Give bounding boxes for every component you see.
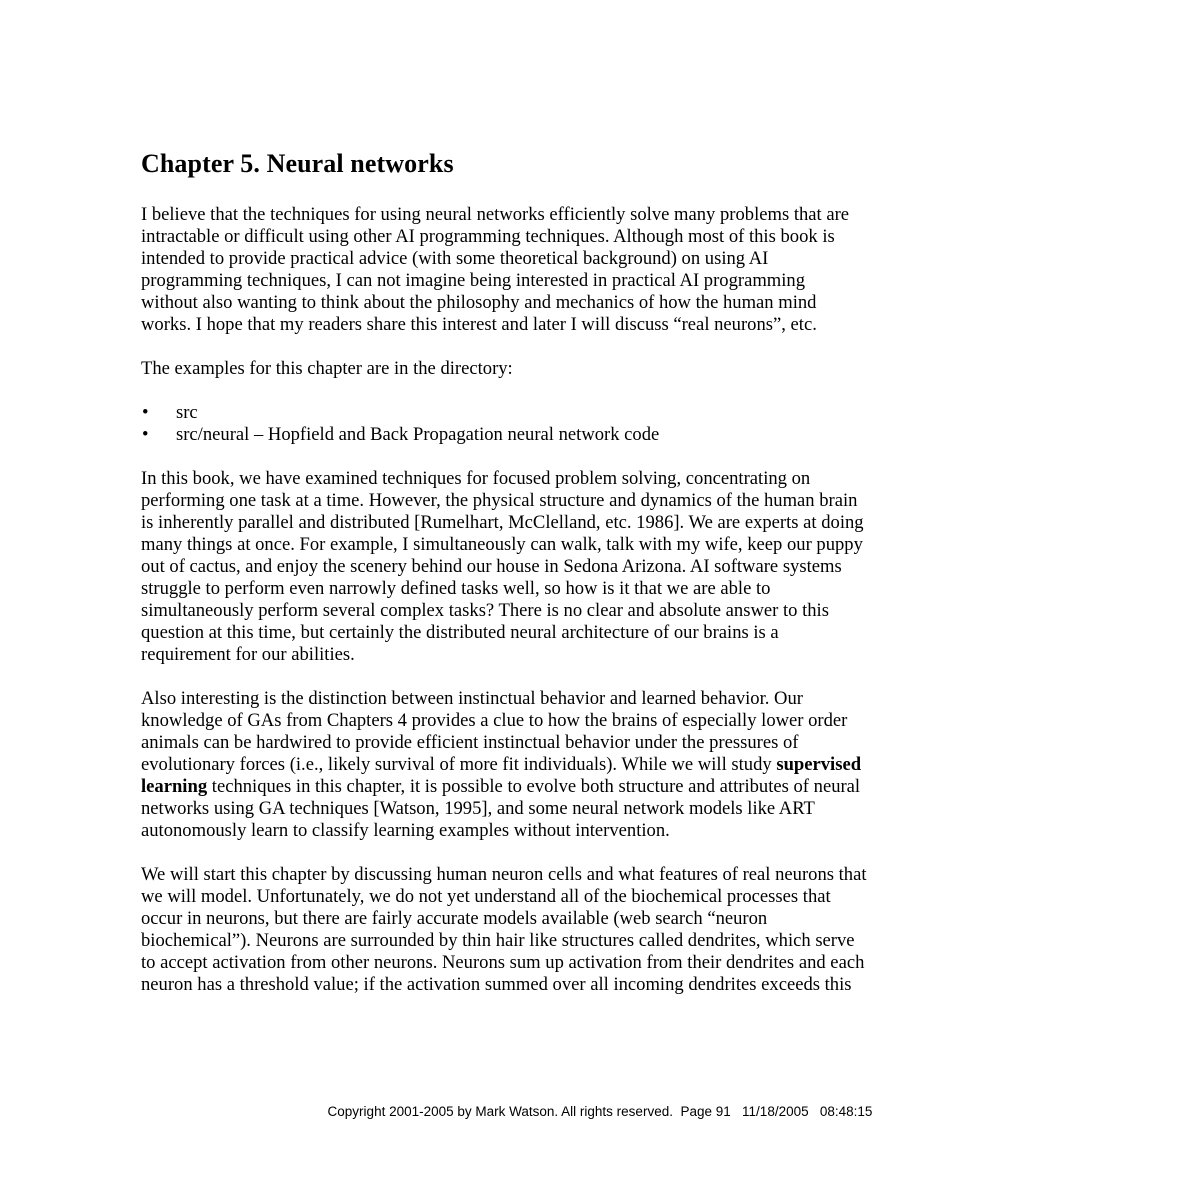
chapter-title: Chapter 5. Neural networks [141, 149, 454, 178]
text-line: without also wanting to think about the philosophy and mechanics of how the human mind [141, 292, 817, 313]
text-line: occur in neurons, but there are fairly accurate models available (web search “neuron [141, 908, 768, 929]
text-line: I believe that the techniques for using neural networks efficiently solve many problems that are [141, 204, 850, 225]
text-line: simultaneously perform several complex tasks? There is no clear and absolute answer to this [141, 600, 829, 621]
text-segment: techniques in this chapter, it is possible to evolve both structure and attributes of neural [207, 776, 861, 797]
text-line: We will start this chapter by discussing human neuron cells and what features of real neurons that [141, 864, 867, 885]
text-line: we will model. Unfortunately, we do not yet understand all of the biochemical processes that [141, 886, 831, 907]
footer-time: 08:48:15 [819, 1104, 873, 1119]
list-item-text: src/neural – Hopfield and Back Propagation neural network code [176, 424, 660, 445]
text-segment: evolutionary forces (i.e., likely survival of more fit individuals). While we will study [141, 754, 777, 775]
bold-term: learning [141, 776, 208, 797]
text-line: requirement for our abilities. [141, 644, 355, 665]
text-line: intended to provide practical advice (with some theoretical background) on using AI [141, 248, 769, 269]
text-line: struggle to perform even narrowly defined tasks well, so how is it that we are able to [141, 578, 771, 599]
list-item [141, 424, 1066, 446]
text-line: The examples for this chapter are in the directory: [141, 358, 513, 379]
list-item-text: src [176, 402, 198, 423]
text-line: biochemical”). Neurons are surrounded by thin hair like structures called dendrites, which serve [141, 930, 855, 951]
document-page [141, 148, 1066, 1018]
page-footer [0, 1103, 1200, 1121]
text-line: out of cactus, and enjoy the scenery behind our house in Sedona Arizona. AI software systems [141, 556, 842, 577]
text-line: is inherently parallel and distributed [Rumelhart, McClelland, etc. 1986]. We are experts at doing [141, 512, 864, 533]
text-line: intractable or difficult using other AI programming techniques. Although most of this book is [141, 226, 835, 247]
footer-copyright: Copyright 2001-2005 by Mark Watson. All rights reserved. [327, 1104, 673, 1119]
paragraph-parallel [141, 468, 1066, 666]
paragraph-examples [141, 358, 1066, 380]
bold-term: supervised [776, 754, 862, 775]
footer-date: 11/18/2005 [742, 1104, 809, 1119]
text-line [141, 776, 1066, 798]
directory-list [141, 402, 1066, 446]
paragraph-neurons [141, 864, 1066, 996]
text-line: question at this time, but certainly the distributed neural architecture of our brains is a [141, 622, 779, 643]
text-line: autonomously learn to classify learning examples without intervention. [141, 820, 670, 841]
text-line: knowledge of GAs from Chapters 4 provides a clue to how the brains of especially lower order [141, 710, 848, 731]
text-line: animals can be hardwired to provide efficient instinctual behavior under the pressures of [141, 732, 799, 753]
text-line: performing one task at a time. However, the physical structure and dynamics of the human brain [141, 490, 858, 511]
paragraph-instinct [141, 688, 1066, 842]
text-line [141, 754, 1066, 776]
text-line: many things at once. For example, I simultaneously can walk, talk with my wife, keep our puppy [141, 534, 863, 555]
text-line: Also interesting is the distinction between instinctual behavior and learned behavior. Our [141, 688, 803, 709]
footer-page-number: Page 91 [680, 1104, 731, 1119]
text-line: works. I hope that my readers share this interest and later I will discuss “real neurons”, etc. [141, 314, 817, 335]
bullet-icon: • [142, 402, 149, 423]
text-line: programming techniques, I can not imagine being interested in practical AI programming [141, 270, 806, 291]
text-line: networks using GA techniques [Watson, 1995], and some neural network models like ART [141, 798, 815, 819]
text-line: to accept activation from other neurons. Neurons sum up activation from their dendrites and each [141, 952, 865, 973]
text-line: In this book, we have examined techniques for focused problem solving, concentrating on [141, 468, 811, 489]
text-line: neuron has a threshold value; if the activation summed over all incoming dendrites exceeds this [141, 974, 852, 995]
list-item [141, 402, 1066, 424]
paragraph-intro [141, 204, 1066, 336]
bullet-icon: • [142, 424, 149, 445]
